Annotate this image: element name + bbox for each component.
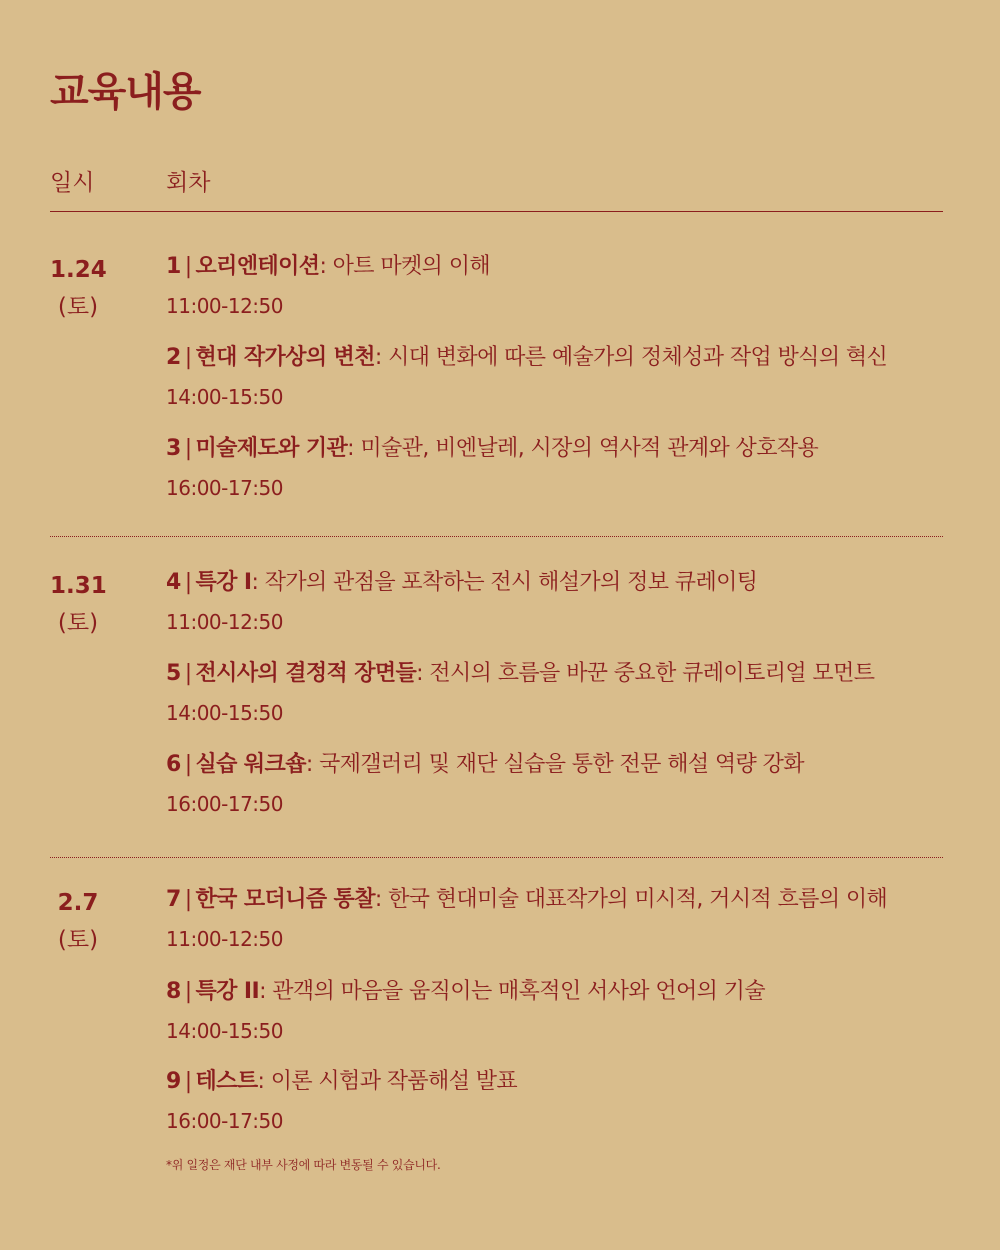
day-block-2 [50,536,943,858]
session-divider: | [184,345,192,370]
session-time: 14:00-15:50 [166,385,283,409]
session-time: 11:00-12:50 [166,610,283,634]
session-divider: | [184,887,192,912]
session-divider: | [184,254,192,279]
session-description: : 작가의 관점을 포착하는 전시 해설가의 정보 큐레이팅 [251,570,758,595]
session-title-line [166,750,956,780]
session-description: : 관객의 마음을 움직이는 매혹적인 서사와 언어의 기술 [259,979,765,1004]
date-label: 2.7 [57,890,99,916]
session-description: : 시대 변화에 따른 예술가의 정체성과 작업 방식의 혁신 [374,345,888,370]
day-date [50,568,106,642]
session-divider: | [184,1069,192,1094]
day-of-week-label: (토) [57,610,99,636]
session-title-line [166,343,956,373]
session-title-line [166,1067,956,1097]
table-header [50,166,943,212]
session-time: 16:00-17:50 [166,476,283,500]
session-divider: | [184,570,192,595]
session-title: 특강 I [195,570,252,595]
session-number: 6 [166,752,181,777]
date-column-header: 일시 [50,170,95,196]
session-item [166,750,956,818]
day-date [50,252,106,326]
session-time: 16:00-17:50 [166,792,283,816]
session-divider: | [184,436,192,461]
session-column-header: 회차 [166,170,211,196]
session-divider: | [184,752,192,777]
session-time: 14:00-15:50 [166,1019,283,1043]
session-item [166,659,956,727]
session-title: 미술제도와 기관 [195,436,348,461]
day-date [50,885,106,959]
session-divider: | [184,979,192,1004]
day-of-week-label: (토) [57,927,99,953]
session-number: 8 [166,979,181,1004]
session-title-line [166,977,956,1007]
date-label: 1.31 [50,573,107,599]
session-number: 5 [166,661,181,686]
session-description: : 아트 마켓의 이해 [319,254,491,279]
session-title-line [166,885,956,915]
session-title-line [166,434,956,464]
session-number: 4 [166,570,181,595]
session-title: 현대 작가상의 변천 [195,345,375,370]
session-number: 7 [166,887,181,912]
session-number: 3 [166,436,181,461]
session-title: 실습 워크숍 [195,752,306,777]
session-item [166,434,956,502]
session-item [166,885,956,953]
session-title: 전시사의 결정적 장면들 [195,661,417,686]
session-title-line [166,659,956,689]
session-item [166,1067,956,1135]
day-block-3 [50,857,943,1157]
session-title: 특강 II [195,979,260,1004]
session-item [166,343,956,411]
page-title: 교육내용 [50,69,201,115]
session-number: 1 [166,254,181,279]
session-description: : 한국 현대미술 대표작가의 미시적, 거시적 흐름의 이해 [374,887,888,912]
session-time: 11:00-12:50 [166,294,283,318]
session-item [166,568,956,636]
session-number: 2 [166,345,181,370]
session-description: : 국제갤러리 및 재단 실습을 통한 전문 해설 역량 강화 [305,752,804,777]
day-block-1 [50,212,943,537]
session-title: 한국 모더니즘 통찰 [195,887,375,912]
session-item [166,252,956,320]
date-label: 1.24 [50,257,107,283]
session-time: 11:00-12:50 [166,927,283,951]
day-of-week-label: (토) [57,294,99,320]
session-number: 9 [166,1069,181,1094]
session-time: 16:00-17:50 [166,1109,283,1133]
session-title: 오리엔테이션 [195,254,320,279]
session-divider: | [184,661,192,686]
session-item [166,977,956,1045]
session-time: 14:00-15:50 [166,701,283,725]
session-title-line [166,568,956,598]
session-title-line [166,252,956,282]
session-title: 테스트 [195,1069,258,1094]
schedule-footnote: *위 일정은 재단 내부 사정에 따라 변동될 수 있습니다. [166,1158,441,1172]
session-description: : 미술관, 비엔날레, 시장의 역사적 관계와 상호작용 [347,436,819,461]
session-description: : 전시의 흐름을 바꾼 중요한 큐레이토리얼 모먼트 [416,661,875,686]
session-description: : 이론 시험과 작품해설 발표 [257,1069,518,1094]
